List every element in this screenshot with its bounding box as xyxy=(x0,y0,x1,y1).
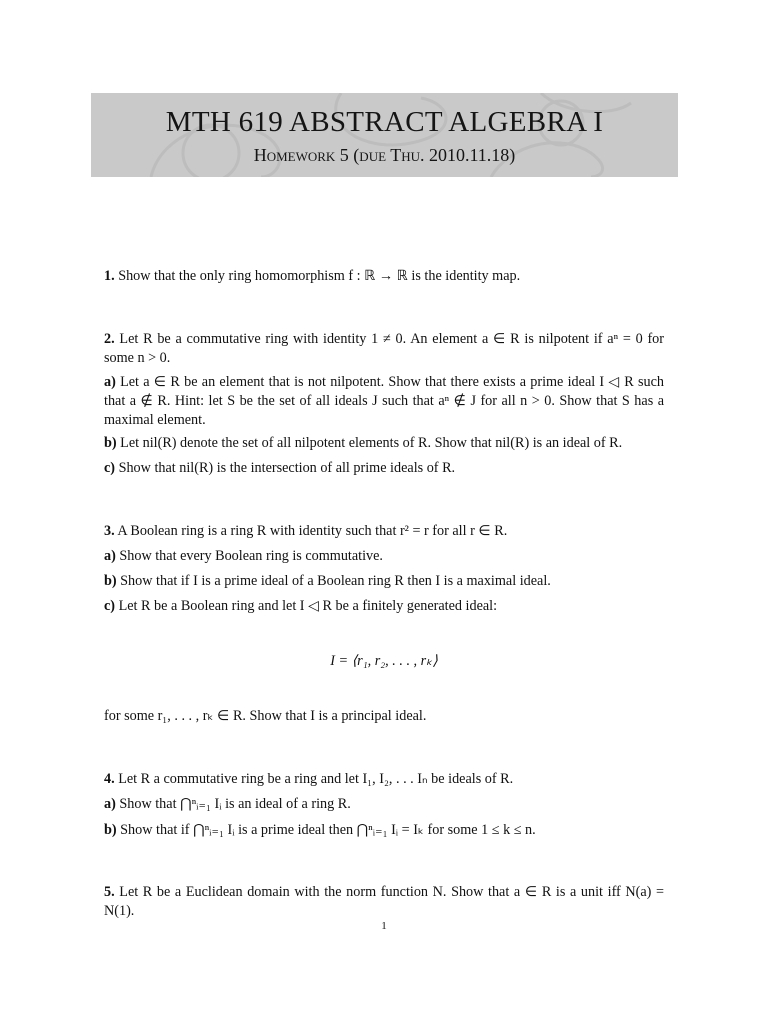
problem-text: Let R a commutative ring be a ring and let I₁, I₂, . . . Iₙ be ideals of R. xyxy=(118,771,514,787)
problem-text: A Boolean ring is a ring R with identity such that r² = r for all r ∈ R. xyxy=(117,523,508,539)
page-number: 1 xyxy=(381,920,387,932)
part-text: Let nil(R) denote the set of all nilpotent elements of R. Show that nil(R) is an ideal of R. xyxy=(120,435,623,451)
problem-number: 4. xyxy=(104,771,115,787)
problem-2-part-c xyxy=(104,459,664,478)
problem-4-part-a xyxy=(104,795,664,814)
display-equation: I = ⟨r₁, r₂, . . . , rₖ⟩ xyxy=(330,653,438,669)
problem-text: Show that the only ring homomorphism f : ℝ → ℝ is the identity map. xyxy=(118,268,521,284)
part-label: a) xyxy=(104,796,116,812)
part-label: b) xyxy=(104,822,117,838)
part-text: Let a ∈ R be an element that is not nilpotent. Show that there exists a prime ideal I ◁ R such that a ∉ R. Hint: let S be the set of all ideals J such that aⁿ ∉ J for all n > 0. Show that S has a maximal element. xyxy=(104,374,665,428)
problem-text: Let R be a commutative ring with identity 1 ≠ 0. An element a ∈ R is nilpotent if aⁿ = 0 for some n > 0. xyxy=(104,331,665,366)
page-subtitle: Homework 5 (due Thu. 2010.11.18) xyxy=(253,145,516,165)
problem-3-part-c xyxy=(104,597,664,616)
problem-1 xyxy=(104,267,664,286)
part-label: b) xyxy=(104,435,117,451)
problem-3 xyxy=(104,522,664,541)
part-label: c) xyxy=(104,460,116,476)
part-label: a) xyxy=(104,548,116,564)
problem-3-part-a xyxy=(104,547,664,566)
page-title: MTH 619 ABSTRACT ALGEBRA I xyxy=(165,106,604,138)
problem-text: Let R be a Euclidean domain with the norm function N. Show that a ∈ R is a unit iff N(a) = N(1). xyxy=(104,884,665,919)
problem-2-part-a xyxy=(104,373,664,430)
problem-number: 2. xyxy=(104,331,115,347)
problem-number: 5. xyxy=(104,884,115,900)
problem-number: 3. xyxy=(104,523,115,539)
problem-4-part-b xyxy=(104,821,664,840)
problem-number: 1. xyxy=(104,268,115,284)
part-text: Show that every Boolean ring is commutative. xyxy=(119,548,383,564)
problem-3-part-b xyxy=(104,572,664,591)
problem-5 xyxy=(104,883,664,921)
problem-4 xyxy=(104,770,664,789)
problem-2 xyxy=(104,330,664,368)
part-text: Let R be a Boolean ring and let I ◁ R be a finitely generated ideal: xyxy=(118,598,498,614)
problem-3-continuation: for some r₁, . . . , rₖ ∈ R. Show that I is a principal ideal. xyxy=(104,708,427,724)
part-text: Show that nil(R) is the intersection of all prime ideals of R. xyxy=(118,460,456,476)
title-banner xyxy=(91,93,678,177)
part-text: Show that ⋂ⁿᵢ₌₁ Iᵢ is an ideal of a ring R. xyxy=(119,796,351,812)
part-label: a) xyxy=(104,374,116,390)
part-label: b) xyxy=(104,573,117,589)
part-text: Show that if I is a prime ideal of a Boolean ring R then I is a maximal ideal. xyxy=(120,573,551,589)
part-label: c) xyxy=(104,598,116,614)
problem-2-part-b xyxy=(104,434,664,453)
part-text: Show that if ⋂ⁿᵢ₌₁ Iᵢ is a prime ideal then ⋂ⁿᵢ₌₁ Iᵢ = Iₖ for some 1 ≤ k ≤ n. xyxy=(120,822,536,838)
